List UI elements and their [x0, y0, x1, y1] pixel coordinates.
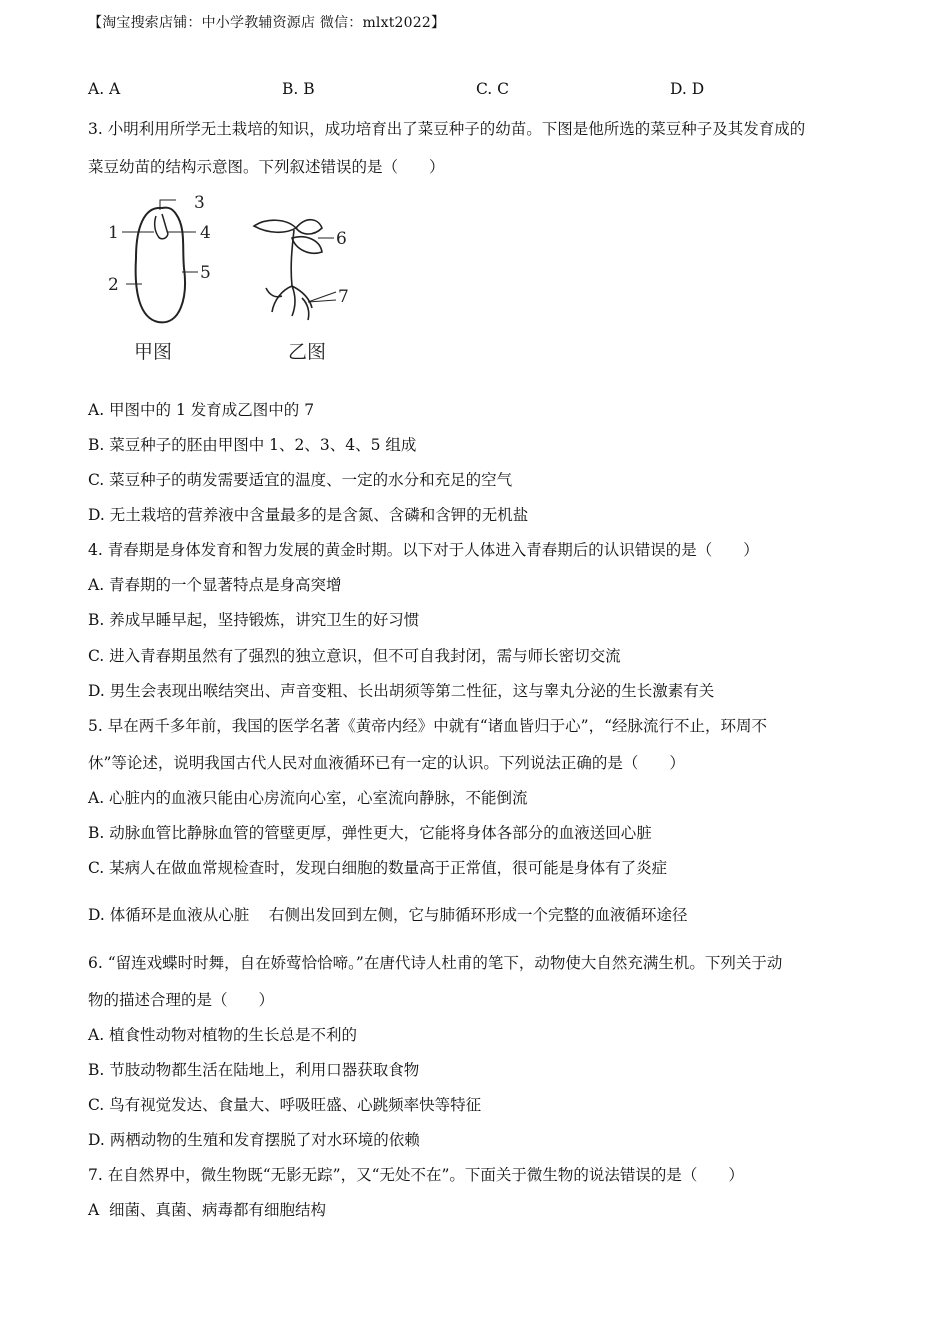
label-7: 7	[338, 287, 349, 307]
q3-option-a: A. 甲图中的 1 发育成乙图中的 7	[88, 401, 315, 419]
q5-option-a: A. 心脏内的血液只能由心房流向心室，心室流向静脉，不能倒流	[88, 789, 528, 807]
q4-stem: 4. 青春期是身体发育和智力发展的黄金时期。以下对于人体进入青春期后的认识错误的是（ ）	[88, 541, 759, 559]
figure-caption-right: 乙图	[288, 341, 327, 363]
label-3: 3	[194, 193, 205, 213]
q5-option-b: B. 动脉血管比静脉血管的管壁更厚，弹性更大，它能将身体各部分的血液送回心脏	[88, 824, 652, 842]
q3-stem-line2: 菜豆幼苗的结构示意图。下列叙述错误的是（ ）	[88, 158, 445, 176]
q6-option-a: A. 植食性动物对植物的生长总是不利的	[88, 1026, 358, 1044]
q5-option-d: D. 体循环是血液从心脏 右侧出发回到左侧，它与肺循环形成一个完整的血液循环途径	[88, 906, 688, 924]
q5-stem-line2: 休”等论述，说明我国古代人民对血液循环已有一定的认识。下列说法正确的是（ ）	[88, 754, 685, 772]
q4-option-d: D. 男生会表现出喉结突出、声音变粗、长出胡须等第二性征，这与睾丸分泌的生长激素有关	[88, 682, 715, 700]
seed-illustration	[122, 200, 198, 322]
q2-option-c: C. C	[476, 80, 510, 98]
label-5: 5	[200, 263, 211, 283]
bean-seed-diagram	[96, 188, 356, 366]
q6-option-b: B. 节肢动物都生活在陆地上，利用口器获取食物	[88, 1061, 420, 1079]
q6-stem-line2: 物的描述合理的是（ ）	[88, 991, 275, 1009]
q5-stem-line1: 5. 早在两千多年前，我国的医学名著《黄帝内经》中就有“诸血皆归于心”，“经脉流行不止，环周不	[88, 717, 767, 735]
q3-option-b: B. 菜豆种子的胚由甲图中 1、2、3、4、5 组成	[88, 436, 417, 454]
q4-option-c: C. 进入青春期虽然有了强烈的独立意识，但不可自我封闭，需与师长密切交流	[88, 647, 621, 665]
q4-option-b: B. 养成早睡早起，坚持锻炼，讲究卫生的好习惯	[88, 611, 420, 629]
q6-option-d: D. 两栖动物的生殖和发育摆脱了对水环境的依赖	[88, 1131, 420, 1149]
q3-option-d: D. 无土栽培的营养液中含量最多的是含氮、含磷和含钾的无机盐	[88, 506, 529, 524]
seedling-illustration	[254, 220, 336, 320]
q2-option-d: D. D	[670, 80, 705, 98]
q7-option-a: A 细菌、真菌、病毒都有细胞结构	[88, 1201, 327, 1219]
page-header: 【淘宝搜索店铺：中小学教辅资源店 微信：mlxt2022】	[88, 15, 446, 31]
label-1: 1	[108, 223, 119, 243]
q2-option-a: A. A	[88, 80, 121, 98]
q2-option-b: B. B	[282, 80, 315, 98]
q4-option-a: A. 青春期的一个显著特点是身高突增	[88, 576, 342, 594]
q5-option-c: C. 某病人在做血常规检查时，发现白细胞的数量高于正常值，很可能是身体有了炎症	[88, 859, 668, 877]
bean-seed-figure	[96, 188, 356, 366]
label-4: 4	[200, 223, 211, 243]
figure-caption-left: 甲图	[134, 341, 173, 363]
q6-option-c: C. 鸟有视觉发达、食量大、呼吸旺盛、心跳频率快等特征	[88, 1096, 482, 1114]
q3-option-c: C. 菜豆种子的萌发需要适宜的温度、一定的水分和充足的空气	[88, 471, 513, 489]
label-6: 6	[336, 229, 347, 249]
q6-stem-line1: 6. “留连戏蝶时时舞，自在娇莺恰恰啼。”在唐代诗人杜甫的笔下，动物使大自然充满生机。下列关于动	[88, 954, 783, 972]
q7-stem: 7. 在自然界中，微生物既“无影无踪”，又“无处不在”。下面关于微生物的说法错误的是（ ）	[88, 1166, 744, 1184]
q3-stem-line1: 3. 小明利用所学无土栽培的知识，成功培育出了菜豆种子的幼苗。下图是他所选的菜豆种子及其发育成的	[88, 120, 806, 138]
label-2: 2	[108, 275, 119, 295]
q2-options	[0, 80, 950, 104]
